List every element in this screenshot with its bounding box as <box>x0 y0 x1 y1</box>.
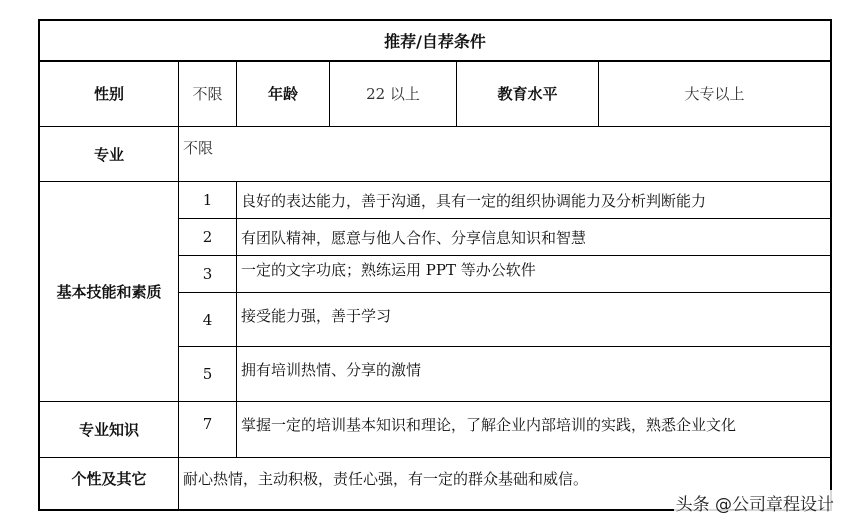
skill-text: 接受能力强，善于学习 <box>241 306 392 325</box>
skill-number: 1 <box>202 191 213 209</box>
skill-number: 3 <box>202 265 213 283</box>
gender-label: 性别 <box>93 85 124 103</box>
major-label: 专业 <box>93 145 124 164</box>
major-value: 不限 <box>183 138 214 157</box>
education-label: 教育水平 <box>497 85 558 103</box>
personality-text: 耐心热情，主动积极，责任心强，有一定的群众基础和威信。 <box>183 469 589 488</box>
gender-value: 不限 <box>192 85 223 103</box>
age-label: 年龄 <box>267 85 298 103</box>
knowledge-number: 7 <box>202 415 213 433</box>
skill-text: 一定的文字功底；熟练运用 PPT 等办公软件 <box>241 260 536 279</box>
skill-text: 良好的表达能力，善于沟通，具有一定的组织协调能力及分析判断能力 <box>241 191 707 210</box>
skill-number: 4 <box>202 310 213 329</box>
table-title: 推荐/自荐条件 <box>384 32 486 51</box>
watermark: 头条 @公司章程设计 <box>674 490 836 515</box>
skill-number: 5 <box>202 365 213 383</box>
knowledge-text: 掌握一定的培训基本知识和理论，了解企业内部培训的实践，熟悉企业文化 <box>241 415 737 434</box>
personality-label: 个性及其它 <box>71 469 147 488</box>
education-value: 大专以上 <box>684 85 745 103</box>
recommendation-conditions-table <box>38 19 832 511</box>
skill-number: 2 <box>202 228 213 246</box>
age-value: 22 以上 <box>366 85 420 103</box>
knowledge-label: 专业知识 <box>78 421 139 439</box>
skill-text: 有团队精神，愿意与他人合作、分享信息知识和智慧 <box>241 228 587 247</box>
skill-text: 拥有培训热情、分享的激情 <box>241 360 422 379</box>
skills-label: 基本技能和素质 <box>56 283 162 301</box>
